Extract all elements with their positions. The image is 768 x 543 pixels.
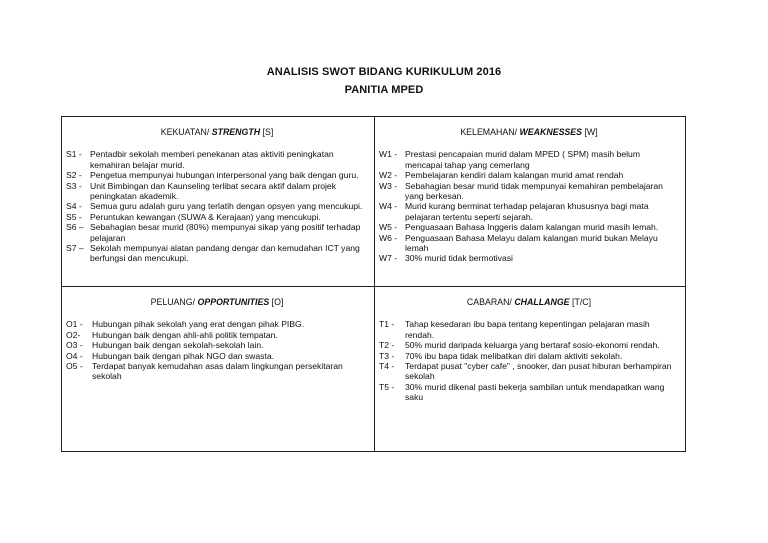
weakness-heading: KELEMAHAN/ WEAKNESSES [W]	[460, 127, 598, 137]
item-text: Peruntukan kewangan (SUWA & Kerajaan) yang mencukupi.	[90, 211, 321, 222]
item-text: Terdapat pusat "cyber cafe" , snooker, dan pusat hiburan berhampiran sekolah	[405, 361, 672, 382]
item-code: S7 –	[66, 243, 84, 254]
opportunities-heading: PELUANG/ OPPORTUNITIES [O]	[150, 297, 284, 307]
list-item	[379, 340, 679, 350]
item-code: S2 -	[66, 170, 82, 181]
list-item	[66, 361, 368, 382]
item-code: T1 -	[379, 319, 395, 330]
item-code: S6 –	[66, 222, 84, 233]
list-item	[66, 212, 368, 222]
item-text: Sebahagian besar murid (80%) mempunyai sikap yang positif terhadap pelajaran	[90, 222, 361, 243]
item-code: W3 -	[379, 180, 398, 191]
list-item	[379, 201, 679, 222]
list-item	[66, 181, 368, 202]
challenge-list	[379, 319, 679, 402]
item-text: Tahap kesedaran ibu bapa tentang kepentingan pelajaran masih rendah.	[405, 319, 650, 340]
list-item	[66, 340, 368, 350]
item-text: Unit Bimbingan dan Kaunseling terlibat secara aktif dalam projek peningkatan akademik.	[90, 180, 337, 202]
list-item	[379, 319, 679, 340]
list-item	[379, 361, 679, 382]
item-code: W7 -	[379, 253, 398, 264]
item-text: Pentadbir sekolah memberi penekanan atas aktiviti peningkatan kemahiran belajar murid.	[90, 149, 334, 170]
item-text: Murid kurang berminat terhadap pelajaran khususnya bagi mata pelajaran tertentu seperti sejarah.	[405, 201, 649, 222]
list-item	[66, 149, 368, 170]
item-text: Penguasaan Bahasa Melayu dalam kalangan murid bukan Melayu lemah	[405, 232, 658, 254]
list-item	[379, 181, 679, 202]
challenge-heading: CABARAN/ CHALLANGE [T/C]	[466, 297, 592, 307]
list-item	[66, 201, 368, 211]
item-code: O2-	[66, 329, 81, 340]
swot-table	[61, 116, 686, 452]
list-item	[66, 170, 368, 180]
list-item	[379, 382, 679, 403]
strength-list	[66, 149, 368, 263]
list-item	[66, 319, 368, 329]
item-code: W5 -	[379, 222, 398, 233]
item-text: 70% ibu bapa tidak melibatkan diri dalam aktiviti sekolah.	[405, 350, 623, 361]
strength-cell	[62, 117, 374, 286]
item-code: T2 -	[379, 340, 395, 351]
item-text: Pembelajaran kendiri dalam kalangan murid amat rendah	[405, 170, 624, 181]
item-code: O1 -	[66, 319, 83, 330]
item-code: T4 -	[379, 361, 395, 372]
list-item	[379, 170, 679, 180]
opportunities-list	[66, 319, 368, 381]
list-item	[66, 243, 368, 264]
challenge-cell	[375, 287, 685, 451]
list-item	[66, 222, 368, 243]
item-text: Terdapat banyak kemudahan asas dalam lingkungan persekitaran sekolah	[92, 361, 343, 382]
document-subtitle: PANITIA MPED	[344, 84, 424, 96]
strength-heading: KEKUATAN/ STRENGTH [S]	[160, 127, 274, 137]
item-code: S5 -	[66, 211, 82, 222]
list-item	[379, 149, 679, 170]
item-text: Hubungan baik dengan pihak NGO dan swasta.	[92, 350, 275, 361]
item-code: W2 -	[379, 170, 398, 181]
item-text: Penguasaan Bahasa Inggeris dalam kalangan murid masih lemah.	[405, 222, 659, 233]
item-text: Hubungan baik dengan sekolah-sekolah lain.	[92, 340, 264, 351]
item-code: W6 -	[379, 232, 398, 243]
document-title: ANALISIS SWOT BIDANG KURIKULUM 2016	[266, 66, 502, 78]
item-text: 50% murid daripada keluarga yang bertaraf sosio-ekonomi rendah.	[405, 340, 660, 351]
weakness-list	[379, 149, 679, 263]
list-item	[379, 222, 679, 232]
item-code: W1 -	[379, 149, 398, 160]
list-item	[66, 330, 368, 340]
item-code: S1 -	[66, 149, 82, 160]
item-code: T5 -	[379, 381, 395, 392]
item-text: Pengetua mempunyai hubungan interpersonal yang baik dengan guru.	[90, 170, 359, 181]
item-code: S4 -	[66, 201, 82, 212]
list-item	[66, 351, 368, 361]
item-code: O3 -	[66, 340, 83, 351]
item-text: Sekolah mempunyai alatan pandang dengar dan kemudahan ICT yang berfungsi dan mencukupi.	[90, 243, 360, 264]
item-code: O4 -	[66, 350, 83, 361]
item-text: Hubungan pihak sekolah yang erat dengan pihak PIBG.	[92, 319, 305, 330]
item-text: Hubungan baik dengan ahli-ahli politik tempatan.	[92, 329, 278, 340]
item-text: Sebahagian besar murid tidak mempunyai kemahiran pembelajaran yang berkesan.	[405, 180, 663, 202]
item-code: W4 -	[379, 201, 398, 212]
item-text: 30% murid tidak bermotivasi	[405, 253, 513, 264]
item-code: T3 -	[379, 350, 395, 361]
item-text: 30% murid dikenal pasti bekerja sambilan untuk mendapatkan wang saku	[405, 381, 665, 403]
opportunities-cell	[62, 287, 374, 451]
weakness-cell	[375, 117, 685, 286]
list-item	[379, 233, 679, 254]
item-code: S3 -	[66, 180, 82, 191]
item-text: Semua guru adalah guru yang terlatih dengan opsyen yang mencukupi.	[90, 201, 363, 212]
item-text: Prestasi pencapaian murid dalam MPED ( SPM) masih belum mencapai tahap yang cemerlang	[405, 149, 640, 170]
item-code: O5 -	[66, 361, 83, 372]
list-item	[379, 351, 679, 361]
list-item	[379, 253, 679, 263]
